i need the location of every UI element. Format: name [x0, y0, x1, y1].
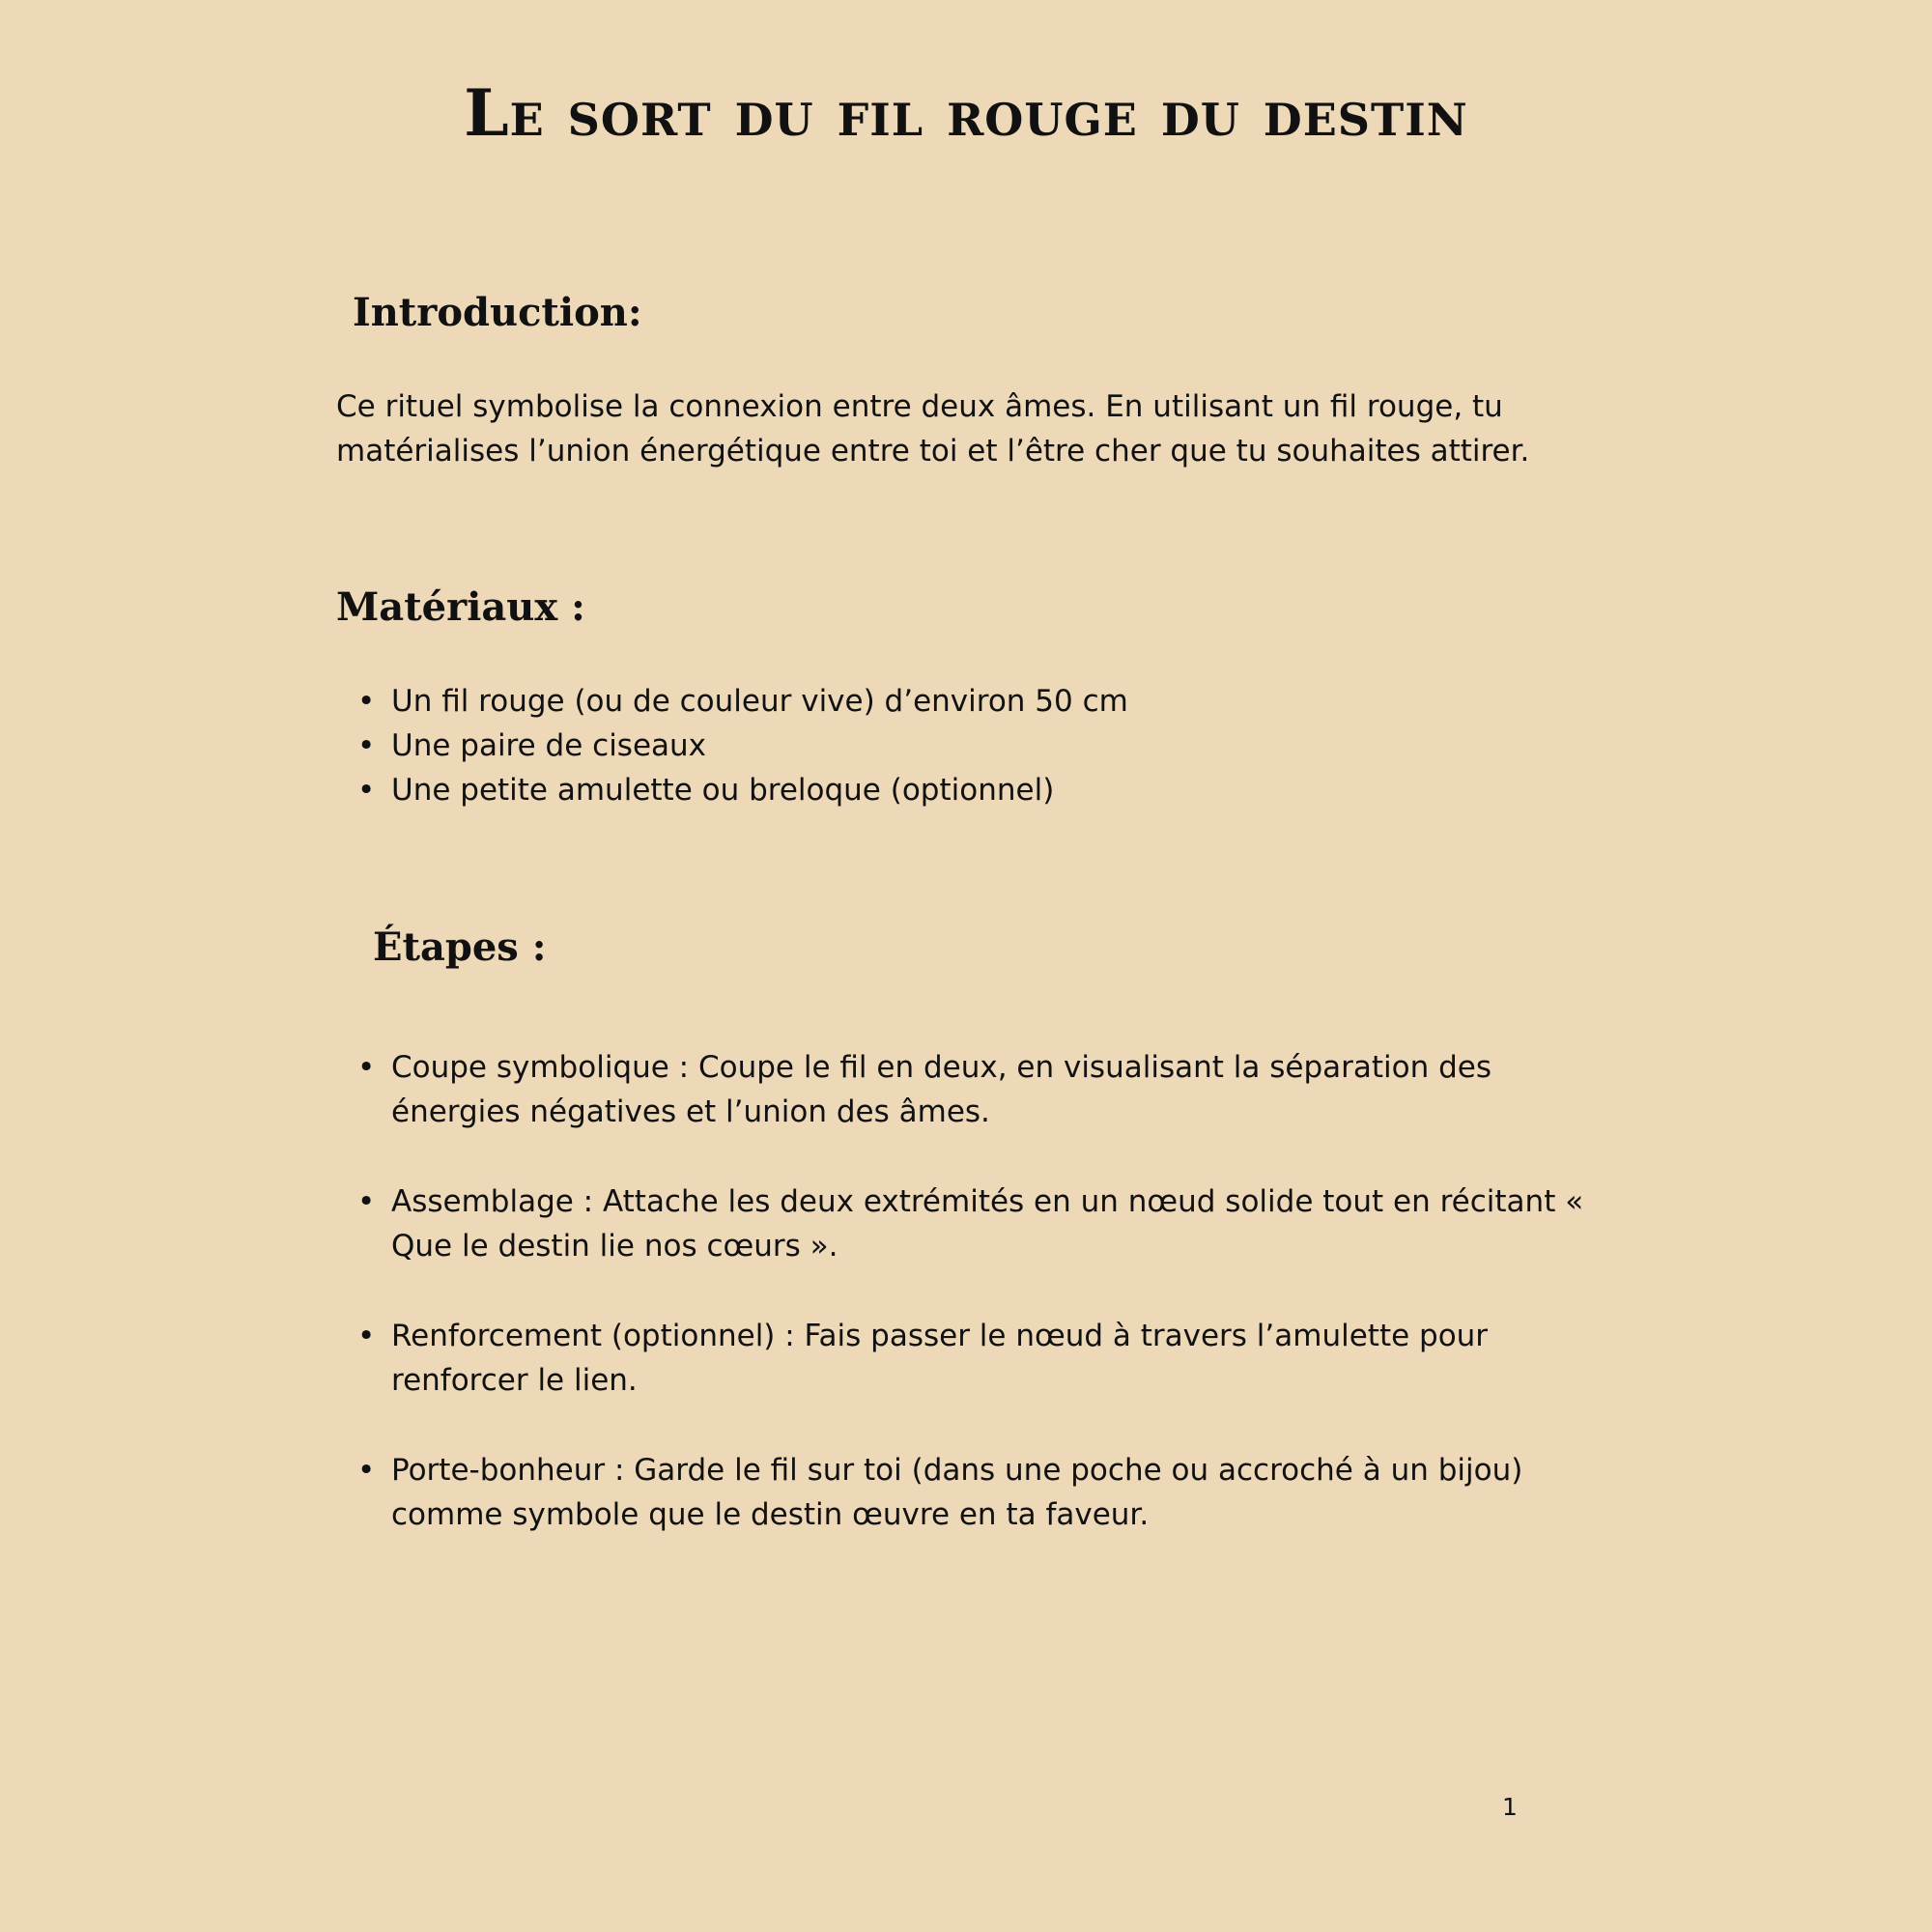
page-number: 1 [1502, 1793, 1518, 1821]
list-item-text: Renforcement (optionnel) : Fais passer le nœud à travers l’amulette pour renforcer le lien. [391, 1319, 1489, 1398]
bullet-icon: • [357, 684, 376, 719]
list-item [336, 724, 1611, 768]
introduction-paragraph: Ce rituel symbolise la connexion entre deux âmes. En utilisant un fil rouge, tu matérialises l’union énergétique entre toi et l’être cher que tu souhaites attirer. [336, 389, 1530, 469]
bullet-icon: • [357, 773, 376, 808]
list-item [336, 679, 1611, 724]
list-item [336, 768, 1611, 812]
list-item [336, 1314, 1611, 1403]
bullet-icon: • [357, 728, 376, 763]
list-item-text: Coupe symbolique : Coupe le fil en deux, en visualisant la séparation des énergies négatives et l’union des âmes. [391, 1050, 1492, 1129]
list-item-text: Une paire de ciseaux [391, 728, 707, 763]
list-item-text: Un fil rouge (ou de couleur vive) d’environ 50 cm [391, 684, 1128, 719]
materiaux-heading: Matériaux : [336, 584, 585, 630]
etapes-heading: Étapes : [373, 924, 547, 970]
list-item [336, 1045, 1611, 1134]
list-item-text: Assemblage : Attache les deux extrémités en un nœud solide tout en récitant « Que le destin lie nos cœurs ». [391, 1184, 1584, 1264]
bullet-icon: • [357, 1050, 376, 1085]
bullet-icon: • [357, 1453, 376, 1488]
bullet-icon: • [357, 1319, 376, 1353]
page-title: Le sort du fil rouge du destin [464, 75, 1468, 151]
etapes-list [336, 1045, 1611, 1582]
list-item [336, 1448, 1611, 1537]
introduction-heading: Introduction: [353, 290, 642, 335]
list-item-text: Une petite amulette ou breloque (optionnel) [391, 773, 1055, 808]
list-item [336, 1179, 1611, 1268]
bullet-icon: • [357, 1184, 376, 1219]
materiaux-list [336, 679, 1611, 812]
list-item-text: Porte-bonheur : Garde le fil sur toi (dans une poche ou accroché à un bijou) comme symbole que le destin œuvre en ta faveur. [391, 1453, 1523, 1532]
